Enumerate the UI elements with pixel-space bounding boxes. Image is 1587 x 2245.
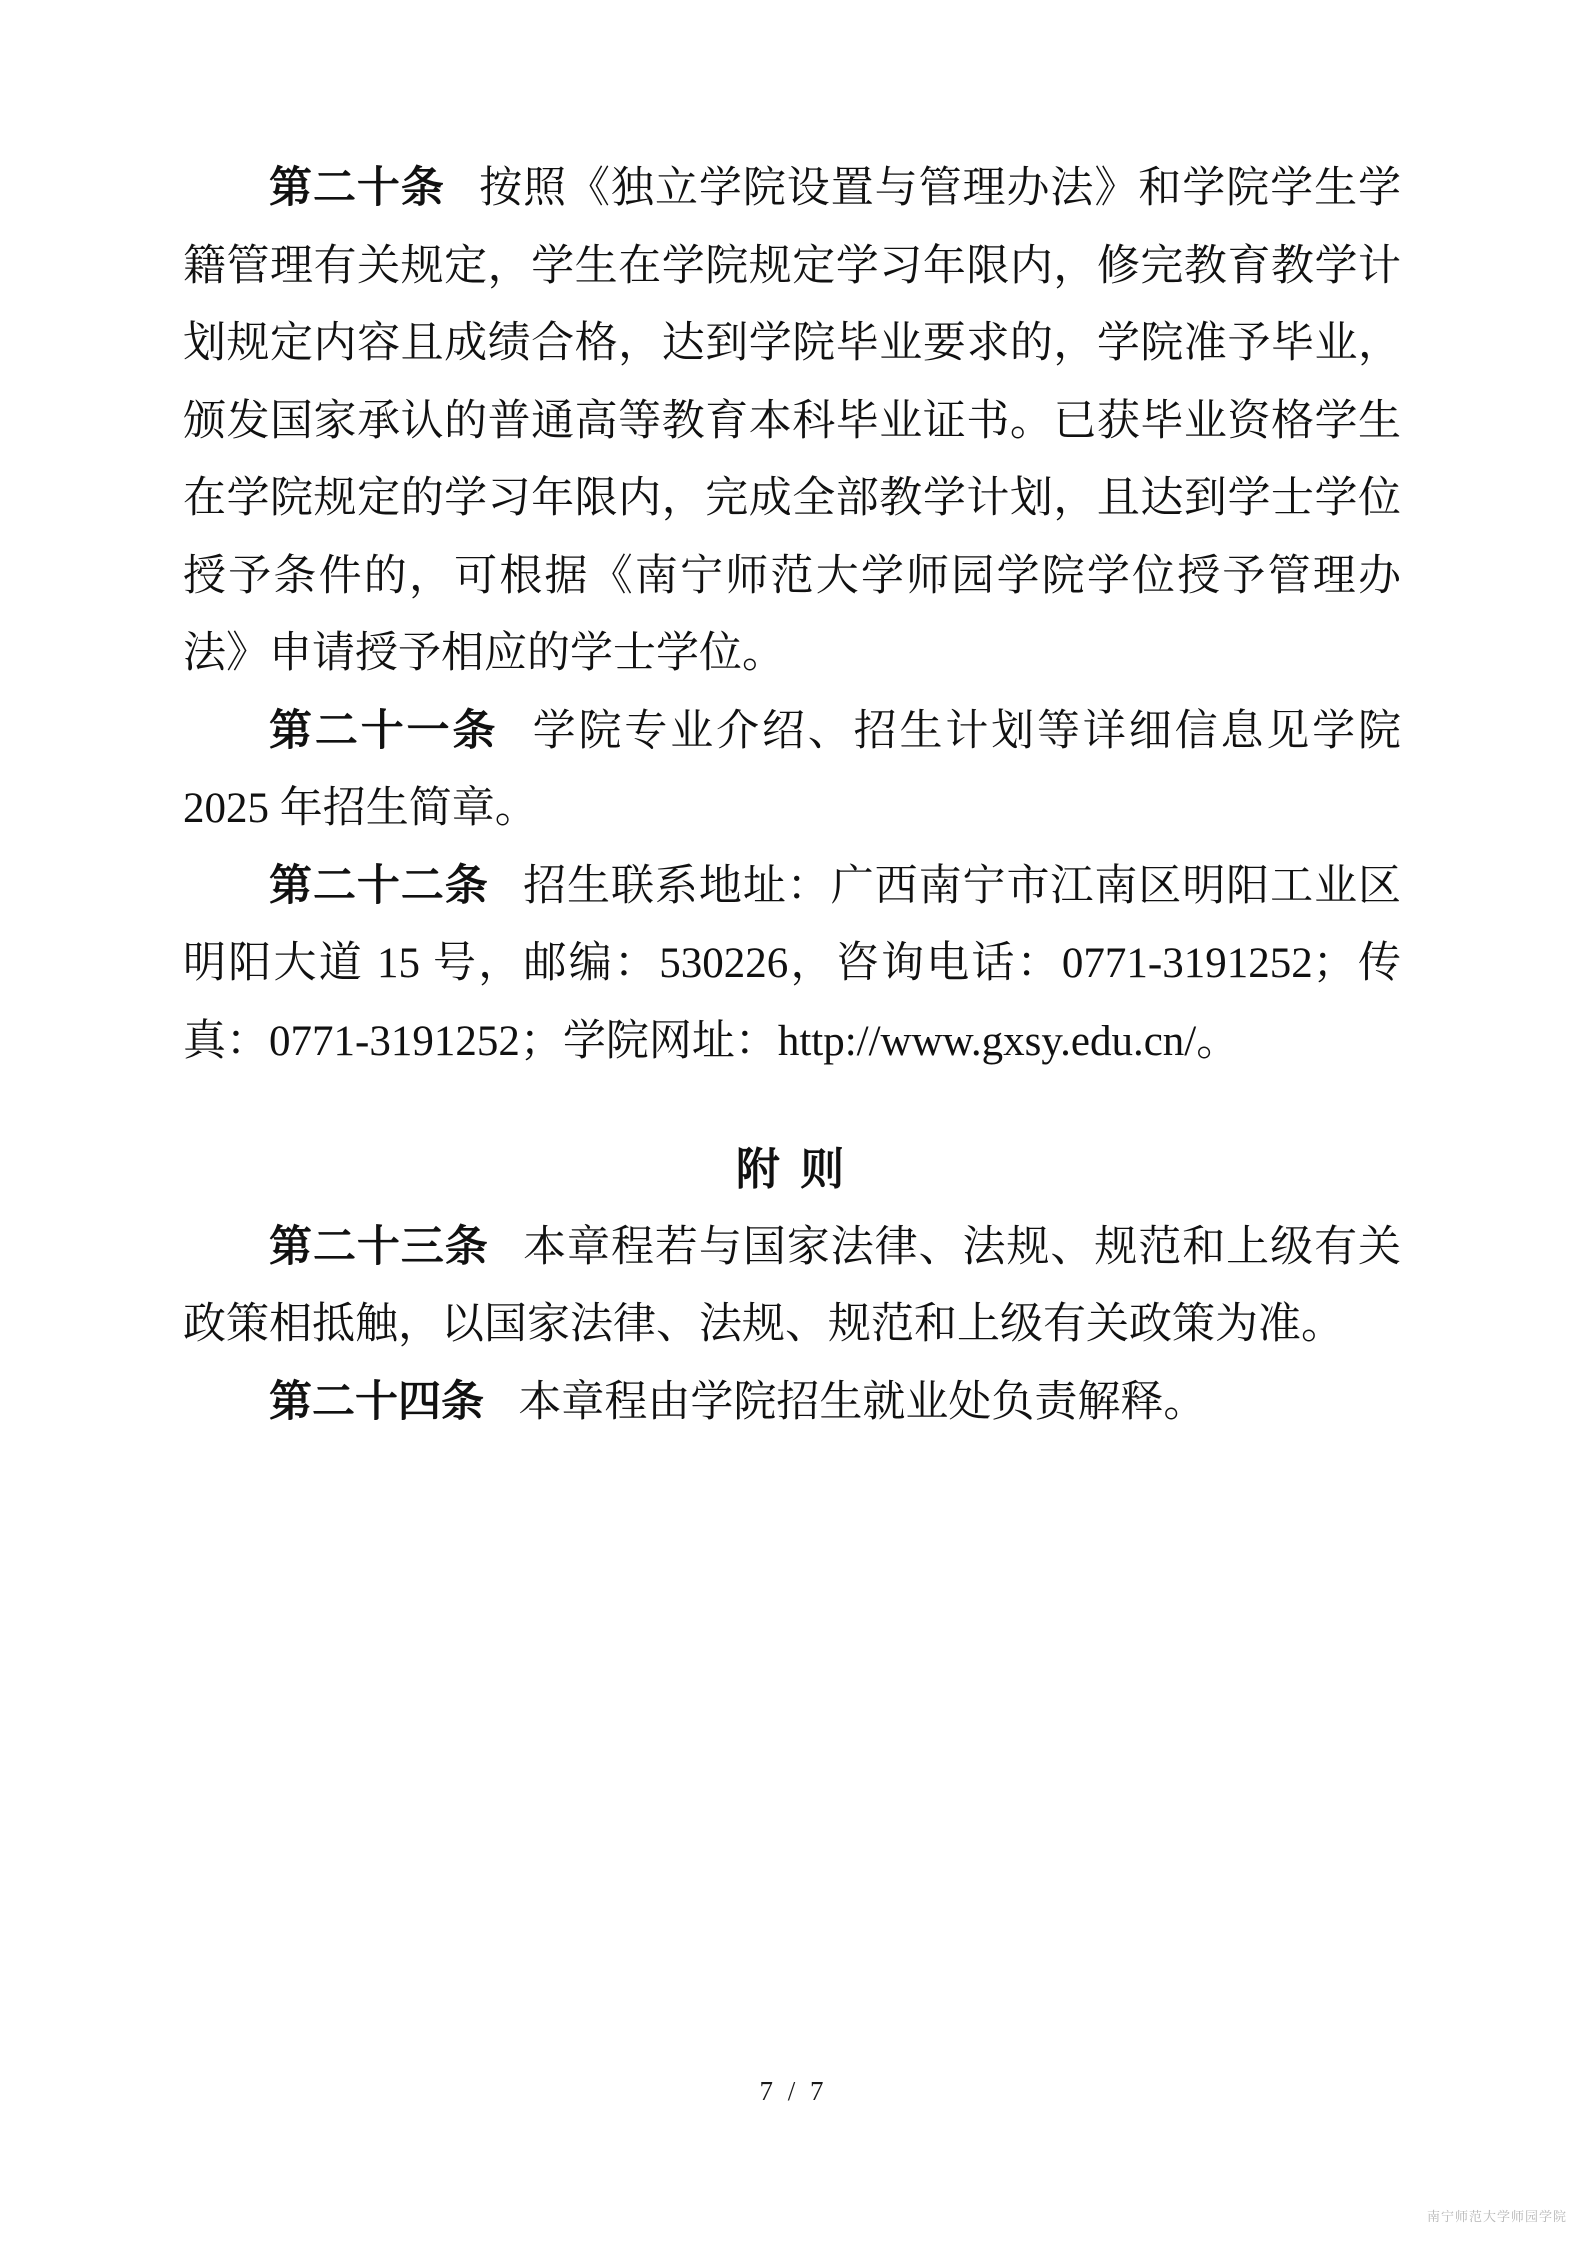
page-number: 7 / 7 bbox=[759, 2076, 828, 2106]
article-label: 第二十二条 bbox=[269, 862, 489, 910]
article-paragraph bbox=[183, 1364, 1401, 1442]
document-body bbox=[183, 150, 1401, 1441]
article-label: 第二十一条 bbox=[269, 707, 499, 755]
article-text: 本章程由学院招生就业处负责解释。 bbox=[518, 1378, 1207, 1426]
article-paragraph bbox=[183, 150, 1401, 693]
article-paragraph bbox=[183, 693, 1401, 848]
article-label: 第二十四条 bbox=[269, 1378, 484, 1426]
article-paragraph bbox=[183, 1209, 1401, 1364]
watermark-text: 南宁师范大学师园学院 bbox=[1426, 2209, 1567, 2224]
article-paragraph bbox=[183, 848, 1401, 1081]
appendix-heading: 附 则 bbox=[735, 1145, 849, 1194]
article-label: 第二十三条 bbox=[269, 1223, 489, 1271]
article-label: 第二十条 bbox=[269, 165, 445, 212]
article-text: 招生联系地址：广西南宁市江南区明阳工业区明阳大道 15 号，邮编：530226，咨询电话：0771-3191252；传真：0771-3191252；学院网址：http://www.gxsy.edu.cn/。 bbox=[183, 862, 1402, 1065]
article-text: 本章程若与国家法律、法规、规范和上级有关政策相抵触，以国家法律、法规、规范和上级有关政策为准。 bbox=[183, 1223, 1402, 1348]
article-text: 学院专业介绍、招生计划等详细信息见学院 2025 年招生简章。 bbox=[183, 707, 1402, 832]
article-text: 按照《独立学院设置与管理办法》和学院学生学籍管理有关规定，学生在学院规定学习年限内，修完教育教学计划规定内容且成绩合格，达到学院毕业要求的，学院准予毕业，颁发国家承认的普通高等教育本科毕业证书。已获毕业资格学生在学院规定的学习年限内，完成全部教学计划，且达到学士学位授予条件的，可根据《南宁师范大学师园学院学位授予管理办法》申请授予相应的学士学位。 bbox=[183, 165, 1402, 677]
